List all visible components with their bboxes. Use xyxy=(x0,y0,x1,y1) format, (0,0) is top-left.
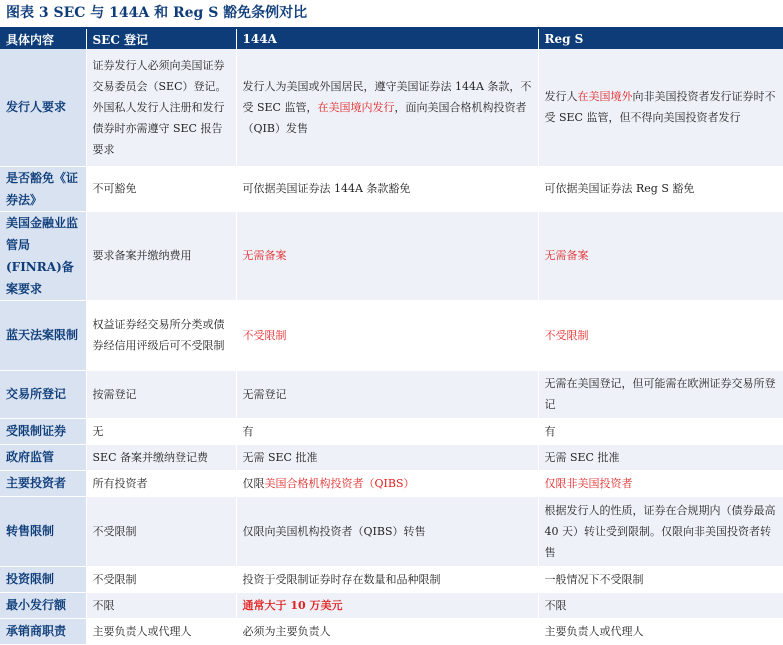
cell-sec: 不受限制 xyxy=(86,496,236,566)
cell-144a: 通常大于 10 万美元 xyxy=(236,592,538,618)
cell-sec: 权益证券经交易所分类或债券经信用评级后可不受限制 xyxy=(86,300,236,370)
cell-sec: 不受限制 xyxy=(86,566,236,592)
table-title: 图表 3 SEC 与 144A 和 Reg S 豁免条例对比 xyxy=(6,5,308,21)
cell-text: 发行人为美国或外国居民，遵守美国证券法 144A 条款，不受 SEC 监管， xyxy=(242,79,532,114)
column-header-regs: Reg S xyxy=(538,29,783,49)
cell-144a: 可依据美国证券法 144A 条款豁免 xyxy=(236,166,538,211)
row-label: 投资限制 xyxy=(0,566,86,592)
table-header-row xyxy=(0,29,783,49)
cell-regs xyxy=(538,470,783,496)
cell-144a: 投资于受限制证券时存在数量和品种限制 xyxy=(236,566,538,592)
table-row xyxy=(0,592,783,618)
table-row xyxy=(0,444,783,470)
table-row xyxy=(0,370,783,418)
cell-sec: 要求备案并缴纳费用 xyxy=(86,211,236,300)
column-header-144a: 144A xyxy=(236,29,538,49)
column-header-sec: SEC 登记 xyxy=(86,29,236,49)
cell-regs: 根据发行人的性质，证券在合规期内（债券最高 40 天）转让受到限制。仅限向非美国投资者转售 xyxy=(538,496,783,566)
row-label: 承销商职责 xyxy=(0,618,86,644)
cell-144a: 无需 SEC 批准 xyxy=(236,444,538,470)
cell-text: 向非美国投资者发行证券时不受 SEC 监管，但不得向美国投资者发行 xyxy=(544,90,776,125)
table-row xyxy=(0,211,783,300)
cell-144a: 必须为主要负责人 xyxy=(236,618,538,644)
row-label: 主要投资者 xyxy=(0,470,86,496)
cell-sec: 不限 xyxy=(86,592,236,618)
row-label: 政府监管 xyxy=(0,444,86,470)
cell-regs: 不限 xyxy=(538,592,783,618)
cell-144a: 无需登记 xyxy=(236,370,538,418)
cell-144a: 仅限向美国机构投资者（QIBS）转售 xyxy=(236,496,538,566)
cell-text: 发行人 xyxy=(544,90,578,104)
table-row xyxy=(0,300,783,370)
cell-regs xyxy=(538,49,783,166)
cell-regs: 有 xyxy=(538,418,783,444)
cell-sec: 证券发行人必须向美国证券交易委员会（SEC）登记。外国私人发行人注册和发行债券时亦需遵守 SEC 报告要求 xyxy=(86,49,236,166)
table-row xyxy=(0,49,783,166)
cell-regs: 不受限制 xyxy=(538,300,783,370)
cell-144a: 不受限制 xyxy=(236,300,538,370)
cell-sec: 不可豁免 xyxy=(86,166,236,211)
cell-text: 仅限 xyxy=(242,476,265,490)
table-row xyxy=(0,166,783,211)
cell-regs: 可依据美国证券法 Reg S 豁免 xyxy=(538,166,783,211)
cell-sec: 主要负责人或代理人 xyxy=(86,618,236,644)
comparison-table xyxy=(0,29,783,645)
highlight-text: 仅限非美国投资者 xyxy=(544,476,633,490)
cell-regs: 主要负责人或代理人 xyxy=(538,618,783,644)
cell-regs: 无需备案 xyxy=(538,211,783,300)
table-row xyxy=(0,470,783,496)
table-row xyxy=(0,418,783,444)
table-row xyxy=(0,496,783,566)
row-label: 交易所登记 xyxy=(0,370,86,418)
row-label: 是否豁免《证券法》 xyxy=(0,166,86,211)
cell-144a: 有 xyxy=(236,418,538,444)
row-label: 最小发行额 xyxy=(0,592,86,618)
highlight-text: 在美国境内发行 xyxy=(317,100,395,114)
row-label: 受限制证券 xyxy=(0,418,86,444)
highlight-text: 在美国境外 xyxy=(577,90,633,104)
cell-sec: SEC 备案并缴纳登记费 xyxy=(86,444,236,470)
cell-sec: 无 xyxy=(86,418,236,444)
highlight-text: 美国合格机构投资者（QIBS） xyxy=(264,476,415,490)
table-row xyxy=(0,618,783,644)
row-label: 转售限制 xyxy=(0,496,86,566)
row-label: 美国金融业监管局(FINRA)备案要求 xyxy=(0,211,86,300)
cell-144a xyxy=(236,470,538,496)
table-row xyxy=(0,566,783,592)
cell-text: ，面向美国合格机构投资者（QIB）发售 xyxy=(242,100,527,135)
cell-sec: 按需登记 xyxy=(86,370,236,418)
cell-regs: 无需在美国登记，但可能需在欧洲证券交易所登记 xyxy=(538,370,783,418)
cell-regs: 无需 SEC 批准 xyxy=(538,444,783,470)
row-label: 蓝天法案限制 xyxy=(0,300,86,370)
row-label: 发行人要求 xyxy=(0,49,86,166)
cell-144a: 无需备案 xyxy=(236,211,538,300)
cell-sec: 所有投资者 xyxy=(86,470,236,496)
cell-regs: 一般情况下不受限制 xyxy=(538,566,783,592)
column-header-content: 具体内容 xyxy=(0,29,86,49)
cell-144a xyxy=(236,49,538,166)
